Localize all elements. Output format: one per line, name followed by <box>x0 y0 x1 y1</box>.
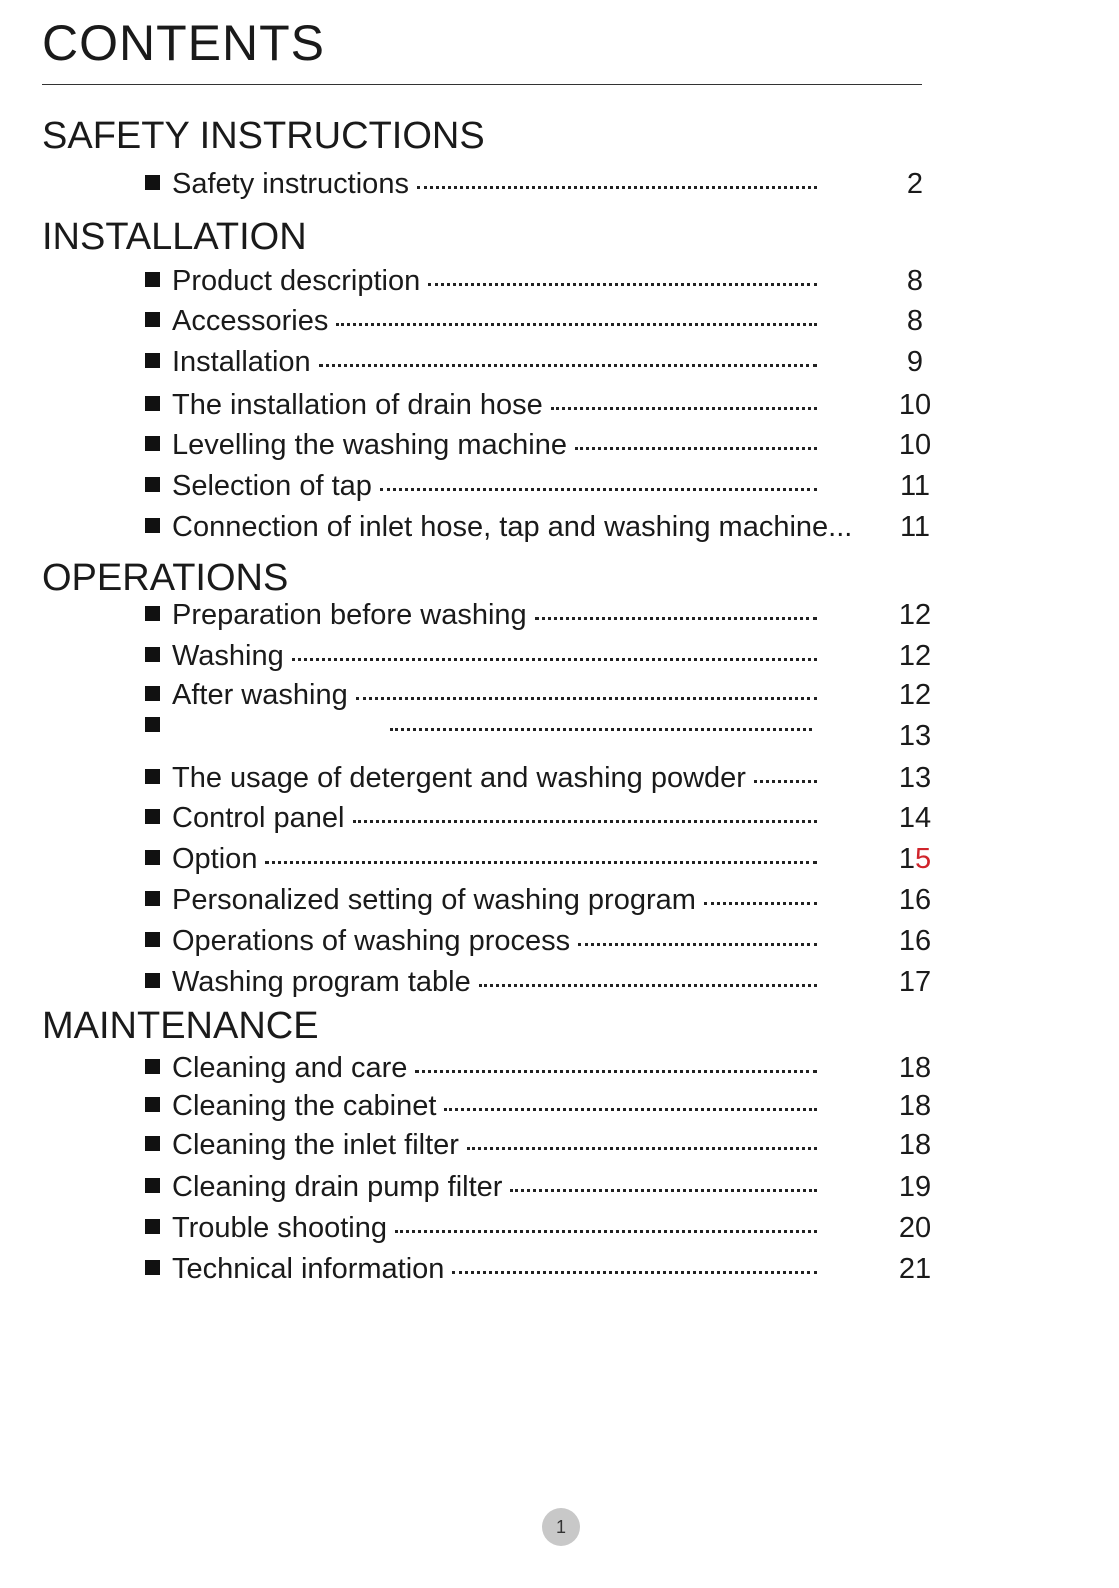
entry-label: Trouble shooting <box>172 1212 387 1244</box>
bullet-icon <box>145 973 160 988</box>
entry-label: Washing <box>172 640 284 672</box>
entry-label: Product description <box>172 265 421 297</box>
entry-page-number: 15 <box>898 843 932 875</box>
dot-leader <box>292 658 817 661</box>
section-heading-operations: OPERATIONS <box>42 557 289 599</box>
bullet-icon <box>145 477 160 492</box>
toc-entry[interactable] <box>145 429 935 465</box>
dot-leader <box>704 902 817 905</box>
entry-page-number: 19 <box>898 1171 932 1203</box>
toc-entry[interactable] <box>145 346 935 382</box>
entry-page-number: 2 <box>906 168 924 200</box>
entry-label: Option <box>172 843 258 875</box>
toc-entry[interactable] <box>145 1253 935 1289</box>
toc-entry[interactable] <box>145 305 935 341</box>
bullet-icon <box>145 396 160 411</box>
page-title: CONTENTS <box>42 15 325 71</box>
entry-page-number: 16 <box>898 884 932 916</box>
bullet-icon <box>145 1178 160 1193</box>
entry-label: Cleaning drain pump filter <box>172 1171 503 1203</box>
toc-entry[interactable] <box>145 762 935 798</box>
dot-leader <box>395 1230 817 1233</box>
dot-leader <box>452 1271 817 1274</box>
toc-entry[interactable] <box>145 884 935 920</box>
bullet-icon <box>145 850 160 865</box>
entry-label: Cleaning the inlet filter <box>172 1129 459 1161</box>
bullet-icon <box>145 1260 160 1275</box>
entry-label: Cleaning the cabinet <box>172 1090 437 1122</box>
entry-page-number: 11 <box>899 470 931 502</box>
entry-label: Connection of inlet hose, tap and washing machine... <box>172 511 853 543</box>
bullet-icon <box>145 891 160 906</box>
entry-label: After washing <box>172 679 348 711</box>
entry-label: The installation of drain hose <box>172 389 543 421</box>
entry-label: Levelling the washing machine <box>172 429 567 461</box>
toc-entry[interactable] <box>145 1171 935 1207</box>
bullet-icon <box>145 769 160 784</box>
dot-leader <box>754 780 817 783</box>
page-number-badge: 1 <box>542 1508 580 1546</box>
entry-page-number: 13 <box>898 762 932 794</box>
dot-leader <box>551 407 817 410</box>
toc-entry[interactable] <box>145 599 935 635</box>
entry-label: The usage of detergent and washing powder <box>172 762 746 794</box>
dot-leader <box>479 984 817 987</box>
toc-entry[interactable] <box>145 1090 935 1126</box>
toc-entry[interactable] <box>145 640 935 676</box>
entry-page-number: 14 <box>898 802 932 834</box>
entry-page-number: 11 <box>899 511 931 543</box>
dot-leader <box>444 1108 817 1111</box>
entry-page-number: 18 <box>898 1129 932 1161</box>
section-heading-safety: SAFETY INSTRUCTIONS <box>42 115 485 157</box>
entry-label: Operations of washing process <box>172 925 571 957</box>
bullet-icon <box>145 1059 160 1074</box>
entry-page-number: 18 <box>898 1090 932 1122</box>
dot-leader <box>415 1070 817 1073</box>
dot-leader <box>356 697 817 700</box>
title-divider <box>42 84 922 85</box>
dot-leader <box>336 323 817 326</box>
toc-entry[interactable] <box>145 802 935 838</box>
dot-leader <box>380 488 817 491</box>
entry-label: Safety instructions <box>172 168 409 200</box>
entry-label: Control panel <box>172 802 345 834</box>
dot-leader <box>417 186 817 189</box>
entry-page-number: 10 <box>898 389 932 421</box>
entry-page-number: 12 <box>898 640 932 672</box>
bullet-icon <box>145 436 160 451</box>
toc-entry[interactable] <box>145 843 935 879</box>
entry-label: Preparation before washing <box>172 599 527 631</box>
entry-page-number: 12 <box>898 679 932 711</box>
toc-entry[interactable] <box>145 265 935 301</box>
bullet-icon <box>145 932 160 947</box>
bullet-icon <box>145 1219 160 1234</box>
entry-label: Technical information <box>172 1253 445 1285</box>
dot-leader <box>467 1147 817 1150</box>
toc-entry[interactable] <box>145 966 935 1002</box>
entry-label: Washing program table <box>172 966 471 998</box>
bullet-icon <box>145 272 160 287</box>
dot-leader <box>265 861 817 864</box>
entry-page-number: 21 <box>898 1253 932 1285</box>
dot-leader <box>353 820 818 823</box>
entry-label: Selection of tap <box>172 470 372 502</box>
entry-page-number: 13 <box>898 720 932 752</box>
bullet-icon <box>145 809 160 824</box>
bullet-icon <box>145 1097 160 1112</box>
entry-page-number: 16 <box>898 925 932 957</box>
entry-label: Personalized setting of washing program <box>172 884 696 916</box>
toc-entry[interactable] <box>145 925 935 961</box>
toc-entry[interactable] <box>145 720 935 756</box>
dot-leader <box>510 1189 817 1192</box>
entry-page-number: 20 <box>898 1212 932 1244</box>
toc-entry[interactable] <box>145 511 935 547</box>
toc-entry[interactable] <box>145 1212 935 1248</box>
toc-entry[interactable] <box>145 470 935 506</box>
bullet-icon <box>145 647 160 662</box>
section-heading-installation: INSTALLATION <box>42 216 307 258</box>
entry-label: Accessories <box>172 305 329 337</box>
dot-leader <box>535 617 817 620</box>
bullet-icon <box>145 518 160 533</box>
entry-page-number: 8 <box>906 265 924 297</box>
bullet-icon <box>145 1136 160 1151</box>
toc-entry[interactable] <box>145 1129 935 1165</box>
dot-leader <box>578 943 817 946</box>
bullet-icon <box>145 606 160 621</box>
dot-leader <box>428 283 817 286</box>
toc-entry[interactable] <box>145 1052 935 1088</box>
toc-entry[interactable] <box>145 389 935 425</box>
dot-leader <box>390 728 812 731</box>
bullet-icon <box>145 175 160 190</box>
bullet-icon <box>145 353 160 368</box>
toc-entry[interactable] <box>145 679 935 715</box>
section-heading-maintenance: MAINTENANCE <box>42 1005 319 1047</box>
entry-page-number: 12 <box>898 599 932 631</box>
bullet-icon <box>145 686 160 701</box>
bullet-icon <box>145 717 160 732</box>
entry-label: Installation <box>172 346 311 378</box>
bullet-icon <box>145 312 160 327</box>
dot-leader <box>575 447 817 450</box>
toc-entry[interactable] <box>145 168 935 204</box>
dot-leader <box>319 364 817 367</box>
entry-page-number: 8 <box>906 305 924 337</box>
entry-page-number: 17 <box>898 966 932 998</box>
entry-page-number: 9 <box>906 346 924 378</box>
entry-label: Cleaning and care <box>172 1052 408 1084</box>
entry-page-number: 10 <box>898 429 932 461</box>
entry-page-number: 18 <box>898 1052 932 1084</box>
